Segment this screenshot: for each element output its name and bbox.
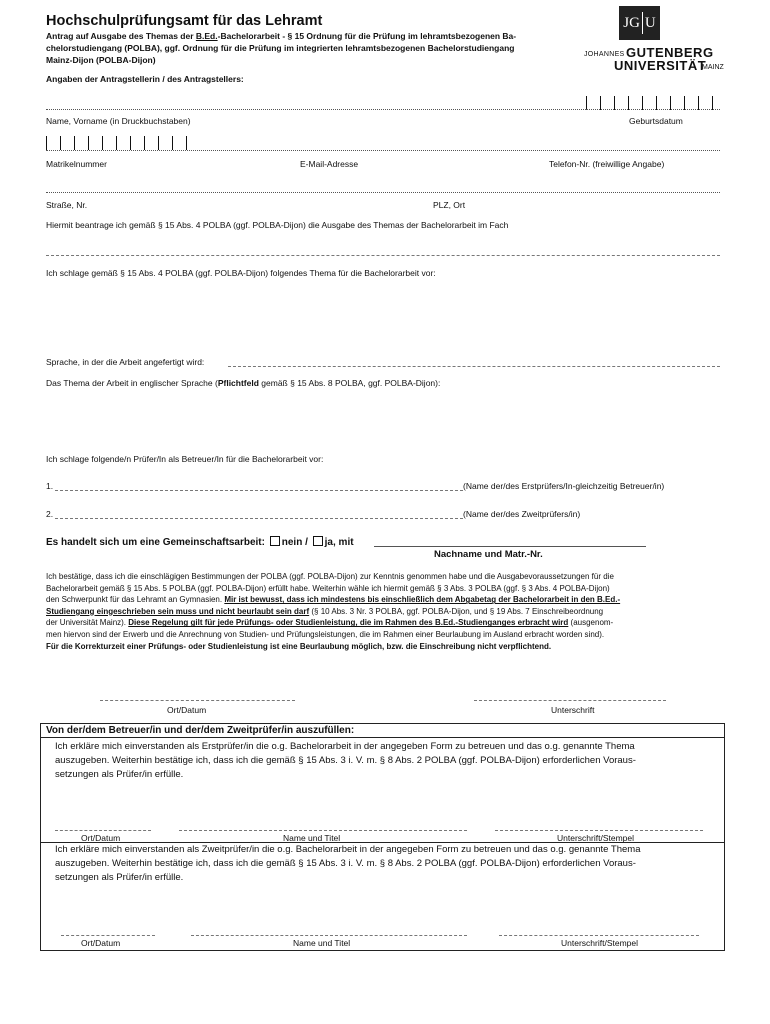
matrikel-boxes[interactable]: [46, 136, 200, 150]
request-text: Hiermit beantrage ich gemäß § 15 Abs. 4 POLBA (ggf. POLBA-Dijon) die Ausgabe des Themas der Bachelorarbeit im Fach: [46, 220, 509, 230]
examiner-box: [40, 723, 725, 951]
phone-label: Telefon-Nr. (freiwillige Angabe): [549, 159, 665, 169]
first-examiner-statement: Ich erkläre mich einverstanden als Erstprüfer/in die o.g. Bachelorarbeit in der angegeben Form zu betreuen und das o.g. genannte Thema auszugeben. Weiterhin bestätige ich, dass ich die gemäß § 15 Abs. 3 i. V. m. § 8 Abs. 2 POLBA (ggf. POLBA-Dijon) erforderlichen Voraus- setzungen als Prüfer/in erfülle.: [55, 741, 636, 780]
applicant-section-label: Angaben der Antragstellerin / des Antragstellers:: [46, 74, 244, 84]
street-label: Straße, Nr.: [46, 200, 88, 210]
joint-yes-checkbox[interactable]: [313, 536, 323, 546]
joint-no-checkbox[interactable]: [270, 536, 280, 546]
second-place-date-line[interactable]: [61, 935, 155, 936]
language-line[interactable]: [228, 366, 720, 367]
joint-partner-line[interactable]: [374, 546, 646, 547]
examiner1-label: (Name der/des Erstprüfers/In-gleichzeitig Betreuer/in): [463, 481, 665, 491]
joint-work-row: Es handelt sich um eine Gemeinschaftsarbeit: nein / ja, mit: [46, 537, 354, 548]
examiner2-label: (Name der/des Zweitprüfers/in): [463, 509, 581, 519]
first-name-title-line[interactable]: [179, 830, 467, 831]
second-sig-stamp-label: Unterschrift/Stempel: [561, 938, 638, 948]
place-date-label: Ort/Datum: [167, 705, 207, 715]
language-text: Sprache, in der die Arbeit angefertigt wird:: [46, 357, 205, 367]
name-line[interactable]: [46, 109, 586, 110]
birthdate-label: Geburtsdatum: [629, 116, 683, 126]
first-place-date-line[interactable]: [55, 830, 151, 831]
topic-text: Ich schlage gemäß § 15 Abs. 4 POLBA (ggf. POLBA-Dijon) folgendes Thema für die Bachelorarbeit vor:: [46, 268, 436, 278]
first-place-date-label: Ort/Datum: [81, 833, 121, 843]
english-title-text: Das Thema der Arbeit in englischer Sprache (Pflichtfeld gemäß § 15 Abs. 8 POLBA, ggf. POLBA-Dijon):: [46, 378, 441, 388]
university-logo: JG U JOHANNES GUTENBERG UNIVERSITÄT MAINZ: [584, 6, 734, 76]
address-line[interactable]: [46, 192, 720, 193]
form-subtitle: Antrag auf Ausgabe des Themas der B.Ed.-Bachelorarbeit - § 15 Ordnung für die Prüfung im lehramtsbezogenen Ba- chelorstudiengang (POLBA), ggf. Ordnung für die Prüfung im integrierten lehramtsbezogenen Bachelorstudiengang Mainz-Dijon (POLBA-Dijon): [46, 31, 517, 65]
second-examiner-statement: Ich erkläre mich einverstanden als Zweitprüfer/in die o.g. Bachelorarbeit in der angegeben Form zu betreuen und das o.g. genannte Thema auszugeben. Weiterhin bestätige ich, dass ich die gemäß § 15 Abs. 3 i. V. m. § 8 Abs. 2 POLBA (ggf. POLBA-Dijon) erforderlichen Voraus- setzungen als Prüfer/in erfülle.: [55, 844, 641, 883]
first-name-title-label: Name und Titel: [283, 833, 341, 843]
logo-mark: JG U: [619, 6, 660, 40]
examiner-box-heading: Von der/dem Betreuer/in und der/dem Zweitprüfer/in auszufüllen:: [41, 724, 724, 738]
name-label: Name, Vorname (in Druckbuchstaben): [46, 116, 191, 126]
email-label: E-Mail-Adresse: [300, 159, 359, 169]
second-sig-stamp-line[interactable]: [499, 935, 699, 936]
contact-line[interactable]: [46, 150, 720, 151]
declaration-text: Ich bestätige, dass ich die einschlägigen Bestimmungen der POLBA (ggf. POLBA-Dijon) zur Kenntnis genommen habe und die Ausgabevoraussetzungen für die Bachelorarbeit gemäß § 15 Abs. 5 POLBA (ggf. POLBA-Dijon) erfüllt habe. Weiterhin wähle ich hiermit gemäß § 3 Abs. 3 POLBA (ggf. § 3 Abs. 4 POLBA-Dijon) den Schwerpunkt für das Lehramt an Gymnasien. Mir ist bewusst, dass ich mindestens bis einschließlich dem Abgabetag der Bachelorarbeit in den B.Ed.- Studiengang eingeschrieben sein muss und nicht beurlaubt sein darf (§ 10 Abs. 3 Nr. 3 POLBA, ggf. POLBA-Dijon, und § 19 Abs. 7 Einschreibeordnung der Universität Mainz). Diese Regelung gilt für jede Prüfungs- oder Studienleistung, die im Rahmen des B.Ed.-Studienganges erbracht wird (ausgenom- men hiervon sind der Erwerb und die Anrechnung von Studien- und Prüfungsleistungen, die im Rahmen einer Beurlaubung im Ausland erbracht worden sind). Für die Korrekturzeit einer Prüfungs- oder Studienleistung ist eine Beurlaubung möglich, bzw. die Einschreibung nicht verpflichtend.: [46, 572, 621, 651]
second-place-date-label: Ort/Datum: [81, 938, 121, 948]
examiner2-line[interactable]: [55, 518, 463, 519]
examiner2-num: 2.: [46, 509, 54, 519]
examiner1-num: 1.: [46, 481, 54, 491]
place-date-line[interactable]: [100, 700, 295, 701]
page-title: Hochschulprüfungsamt für das Lehramt: [46, 13, 323, 29]
joint-caption: Nachname und Matr.-Nr.: [434, 549, 543, 560]
matrikel-label: Matrikelnummer: [46, 159, 107, 169]
plz-label: PLZ, Ort: [433, 200, 466, 210]
signature-label: Unterschrift: [551, 705, 595, 715]
second-name-title-label: Name und Titel: [293, 938, 351, 948]
second-name-title-line[interactable]: [191, 935, 467, 936]
examiner1-line[interactable]: [55, 490, 463, 491]
birthdate-boxes[interactable]: [586, 96, 726, 110]
subject-line[interactable]: [46, 255, 720, 256]
signature-line[interactable]: [474, 700, 666, 701]
first-sig-stamp-label: Unterschrift/Stempel: [557, 833, 634, 843]
first-sig-stamp-line[interactable]: [495, 830, 703, 831]
examiners-text: Ich schlage folgende/n Prüfer/In als Betreuer/In für die Bachelorarbeit vor:: [46, 454, 324, 464]
